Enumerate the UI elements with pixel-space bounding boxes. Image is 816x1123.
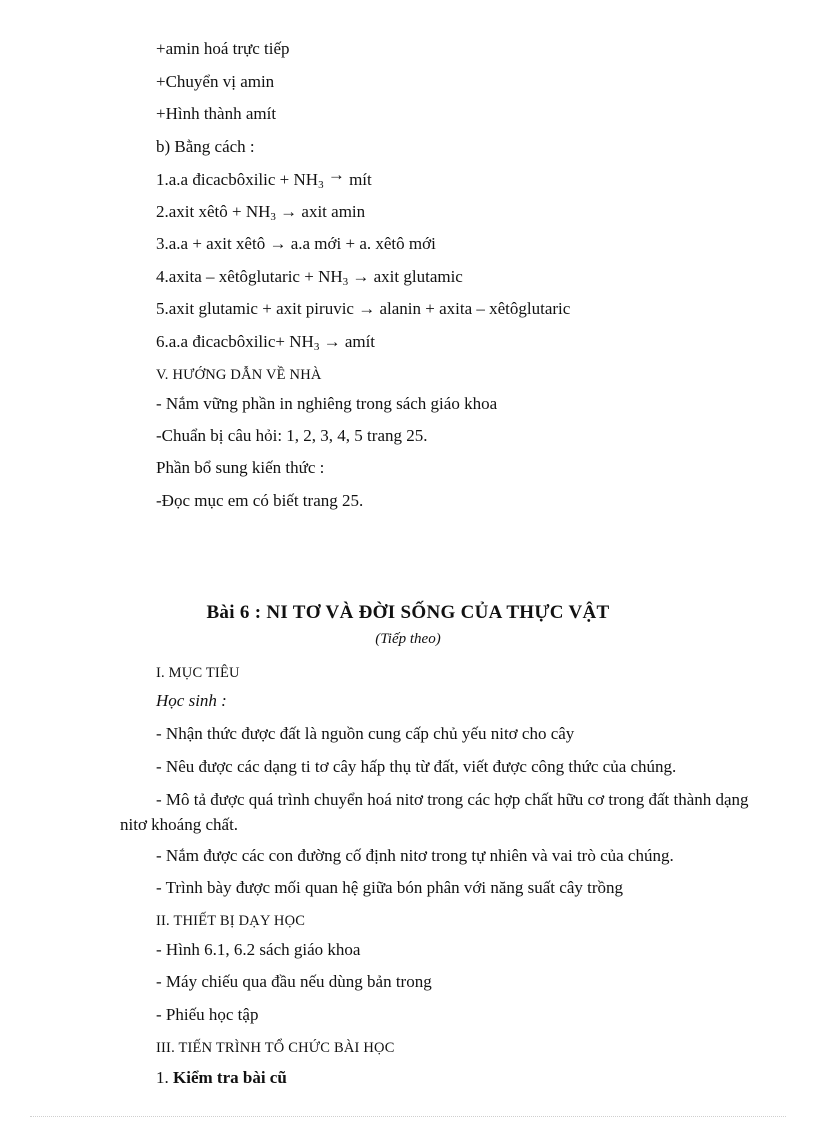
section-b-heading: b) Bằng cách : — [156, 137, 255, 156]
homework-item: -Đọc mục em có biết trang 25. — [156, 491, 364, 510]
objective-item: - Mô tả được quá trình chuyển hoá nitơ trong các hợp chất hữu cơ trong đất thành dạng nitơ khoáng chất. — [120, 790, 749, 834]
arrow-icon: → — [280, 202, 298, 221]
page-bottom-divider — [30, 1116, 786, 1117]
arrow-icon: → — [323, 332, 341, 351]
students-label: Học sinh : — [156, 691, 227, 710]
equipment-heading: II. THIẾT BỊ DẠY HỌC — [156, 913, 306, 929]
reaction-3: 3.a.a + axit xêtô → a.a mới + a. xêtô mới — [156, 234, 436, 253]
equipment-item: - Máy chiếu qua đầu nếu dùng bản trong — [156, 972, 432, 991]
lesson-title: Bài 6 : NI TƠ VÀ ĐỜI SỐNG CỦA THỰC VẬT — [206, 602, 610, 623]
homework-item: Phần bổ sung kiến thức : — [156, 458, 325, 477]
lesson-subtitle: (Tiếp theo) — [375, 631, 441, 647]
objective-item: - Nhận thức được đất là nguồn cung cấp chủ yếu nitơ cho cây — [156, 724, 575, 743]
arrow-icon: → — [269, 234, 287, 253]
arrow-icon: → — [358, 299, 376, 318]
step-1-heading: 1. Kiểm tra bài cũ — [156, 1068, 287, 1087]
homework-item: -Chuẩn bị câu hỏi: 1, 2, 3, 4, 5 trang 25. — [156, 426, 428, 445]
method-line: +Hình thành amít — [156, 104, 277, 123]
equipment-item: - Phiếu học tập — [156, 1005, 259, 1024]
objective-item: - Nêu được các dạng ti tơ cây hấp thụ từ đất, viết được công thức của chúng. — [156, 757, 677, 776]
arrow-icon: → — [352, 267, 370, 286]
objective-item: - Trình bày được mối quan hệ giữa bón phân với năng suất cây trồng — [156, 878, 624, 897]
reaction-2: 2.axit xêtô + $NH_3$ → axit amin — [156, 202, 366, 223]
reaction-5: 5.axit glutamic + axit piruvic → alanin + axita – xêtôglutaric — [156, 299, 571, 318]
homework-item: - Nắm vững phần in nghiêng trong sách giáo khoa — [156, 394, 498, 413]
method-line: +amin hoá trực tiếp — [156, 39, 290, 58]
equipment-item: - Hình 6.1, 6.2 sách giáo khoa — [156, 940, 361, 959]
arrow-icon: → — [327, 165, 345, 184]
reaction-6: 6.a.a đicacbôxilic+ $NH_3$ → amít — [156, 332, 376, 353]
process-heading: III. TIẾN TRÌNH TỔ CHỨC BÀI HỌC — [156, 1040, 395, 1056]
method-line: +Chuyển vị amin — [156, 72, 275, 91]
objective-item: - Nắm được các con đường cố định nitơ trong tự nhiên và vai trò của chúng. — [156, 846, 674, 865]
objectives-heading: I. MỤC TIÊU — [156, 665, 240, 681]
homework-heading: V. HƯỚNG DẪN VỀ NHÀ — [156, 367, 322, 383]
reaction-4: 4.axita – xêtôglutaric + $NH_3$ → axit glutamic — [156, 267, 463, 288]
reaction-1: 1.a.a đicacbôxilic + $NH_3$ → mít — [156, 165, 372, 191]
